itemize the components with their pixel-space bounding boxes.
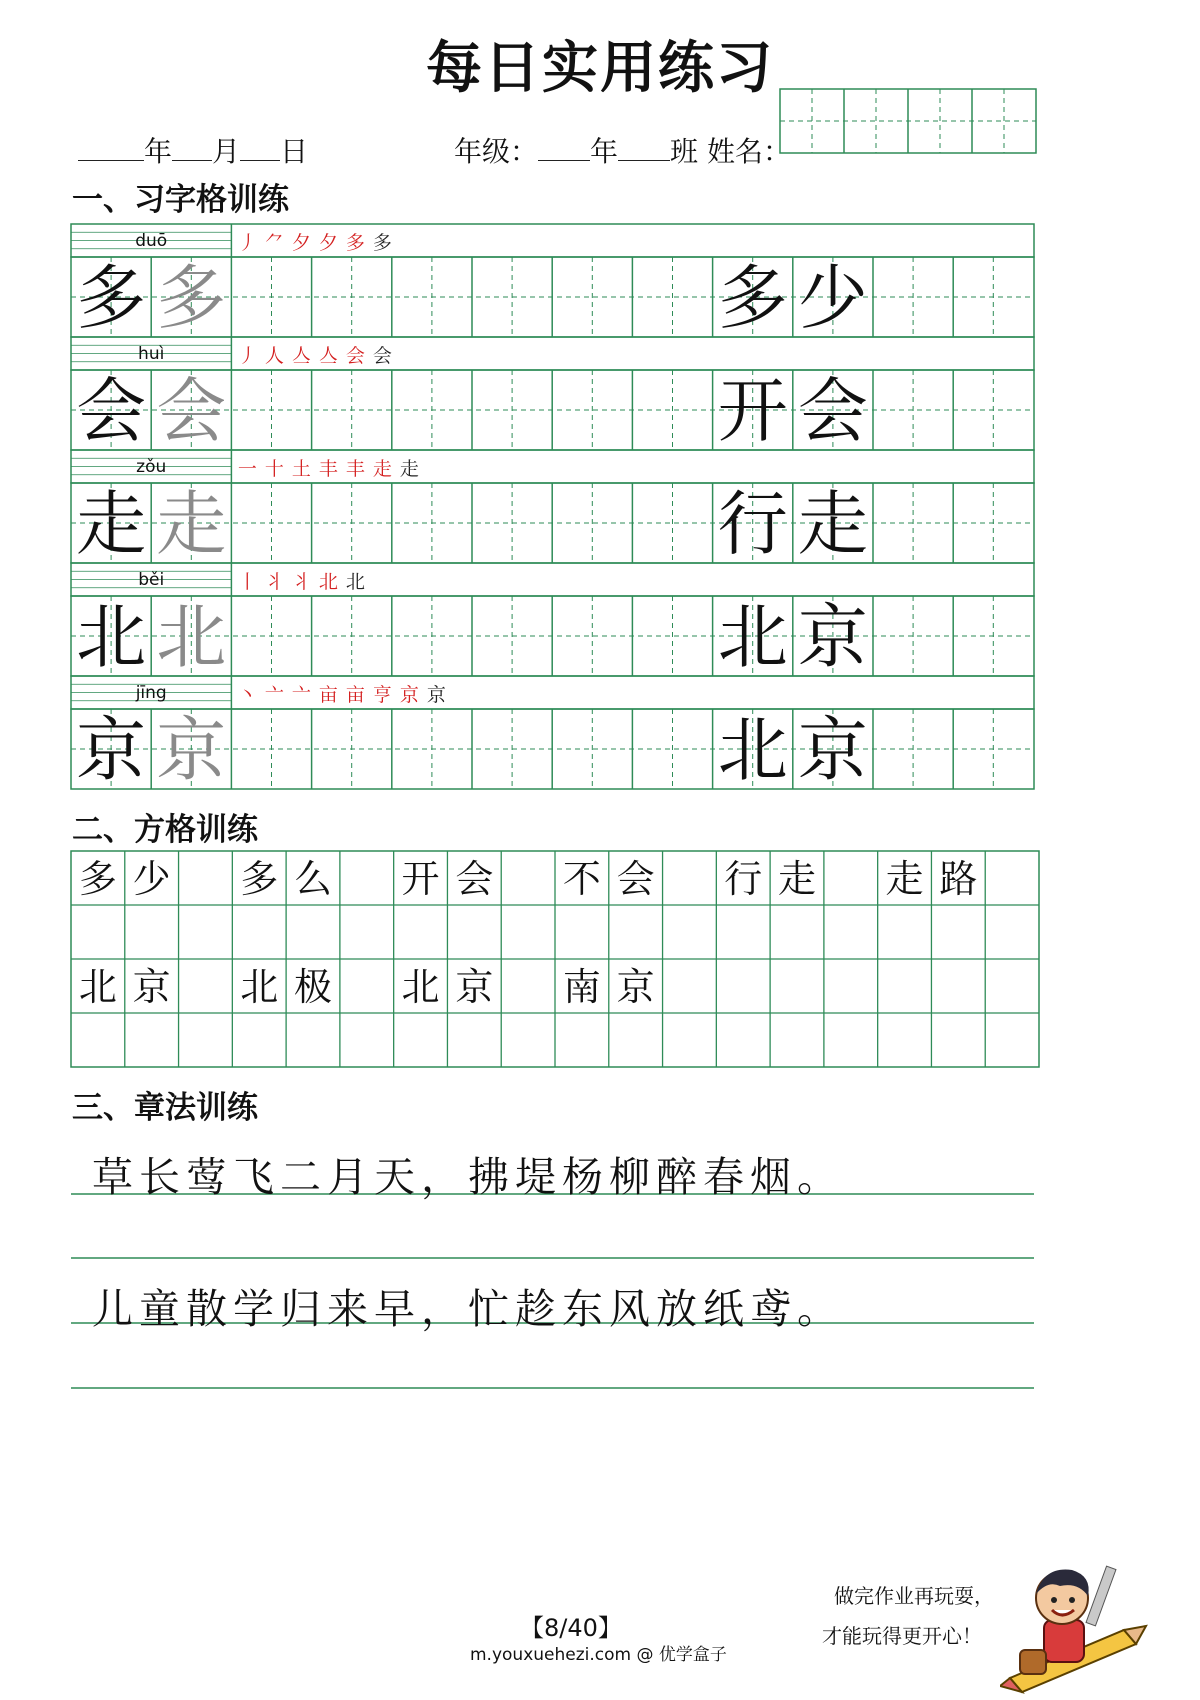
model-char: 会 [76,370,147,452]
model-char: 北 [76,596,147,678]
stroke-order-step: 亩 [318,684,338,706]
site-credit: m.youxuehezi.com @ 优学盒子 [470,1645,727,1665]
class-label: 班 [670,135,699,168]
stroke-order-step: 夕 [291,232,311,254]
slogan-line-1: 做完作业再玩耍， [834,1584,994,1608]
grade-label: 年级： [454,135,539,168]
stroke-order-step: 会 [345,345,365,367]
square-word-char: 极 [293,965,333,1009]
stroke-order-step: 北 [318,571,338,593]
stroke-order-step: 丰 [318,458,338,480]
square-word-char: 少 [132,857,171,901]
stroke-order-step: 土 [291,458,311,480]
name-label: 姓名： [706,135,791,168]
pinyin-label: huì [138,344,165,364]
trace-char: 走 [156,483,227,565]
stroke-order-step: 丿 [237,232,257,254]
stroke-order-step: 丶 [237,684,257,706]
page-title: 每日实用练习 [426,36,774,101]
stroke-order-step: 京 [399,684,419,706]
model-char: 京 [76,709,147,791]
square-word-char: 走 [777,857,817,901]
section-title-3: 三、章法训练 [72,1090,258,1126]
square-word-char: 多 [240,857,279,901]
stroke-order-step: 亼 [318,345,338,367]
stroke-order-step: 十 [264,458,284,480]
stroke-order-step: 夕 [318,232,338,254]
model-char: 走 [76,483,147,565]
stroke-order-step: 丨 [237,571,257,593]
stroke-order-step: 亼 [291,345,311,367]
trace-char: 会 [156,370,227,452]
trace-char: 多 [156,257,227,339]
stroke-order-step: 会 [372,345,392,367]
square-word-char: 路 [939,857,978,901]
stroke-order-step: 丬 [264,571,284,593]
square-word-char: 京 [455,965,494,1009]
word-char: 京 [797,596,868,678]
word-char: 多 [717,257,788,339]
stroke-order-step: 一 [237,458,257,480]
square-word-char: 多 [78,857,117,901]
grade-year-label: 年 [590,135,619,168]
square-word-char: 北 [401,965,440,1009]
stroke-order-step: 多 [372,232,392,254]
square-word-char: 会 [616,857,655,901]
stroke-order-step: 丬 [291,571,311,593]
square-word-char: 开 [401,857,440,901]
word-char: 会 [797,370,868,452]
slogan-line-2: 才能玩得更开心！ [822,1624,982,1648]
poem-line-1: 草长莺飞二月天，拂堤杨柳醉春烟。 [92,1153,844,1201]
square-word-char: 走 [885,857,924,901]
stroke-order-step: 亠 [291,684,311,706]
stroke-order-step: 人 [264,345,284,367]
word-char: 开 [717,370,788,452]
stroke-order-step: 丰 [345,458,365,480]
square-word-char: 京 [616,965,655,1009]
section-title-1: 一、习字格训练 [72,182,289,218]
square-word-char: 京 [132,965,171,1009]
month-label: 月 [212,135,241,168]
stroke-order-step: 亠 [264,684,284,706]
stroke-order-step: 亨 [372,684,392,706]
square-word-char: 北 [78,965,117,1009]
pinyin-label: duō [135,231,168,251]
word-char: 行 [717,483,788,565]
word-char: 北 [717,596,788,678]
pinyin-label: jīng [135,683,167,703]
day-label: 日 [280,135,309,168]
stroke-order-step: 走 [372,458,392,480]
poem-line-2: 儿童散学归来早，忙趁东风放纸鸢。 [92,1285,844,1333]
pinyin-label: běi [138,570,165,590]
page-number: 【8/40】 [520,1614,622,1642]
year-label: 年 [144,135,173,168]
square-word-char: 南 [562,965,601,1009]
section-title-2: 二、方格训练 [72,812,258,848]
model-char: 多 [76,257,147,339]
square-word-char: 行 [724,857,763,901]
square-word-char: 会 [455,857,494,901]
word-char: 京 [797,709,868,791]
word-char: 少 [797,257,868,339]
word-char: 走 [797,483,868,565]
square-word-char: 么 [293,857,333,901]
stroke-order-step: 京 [426,684,446,706]
pinyin-label: zǒu [136,457,167,477]
square-word-char: 北 [240,965,279,1009]
boy-with-pencil-icon [1000,1560,1150,1700]
stroke-order-step: 多 [345,232,365,254]
stroke-order-step: 丿 [237,345,257,367]
stroke-order-step: 走 [399,458,419,480]
word-char: 北 [717,709,788,791]
stroke-order-step: 北 [345,571,365,593]
stroke-order-step: ⺈ [264,232,284,254]
square-word-char: 不 [562,857,601,901]
stroke-order-step: 亩 [345,684,365,706]
trace-char: 北 [156,596,227,678]
trace-char: 京 [156,709,227,791]
